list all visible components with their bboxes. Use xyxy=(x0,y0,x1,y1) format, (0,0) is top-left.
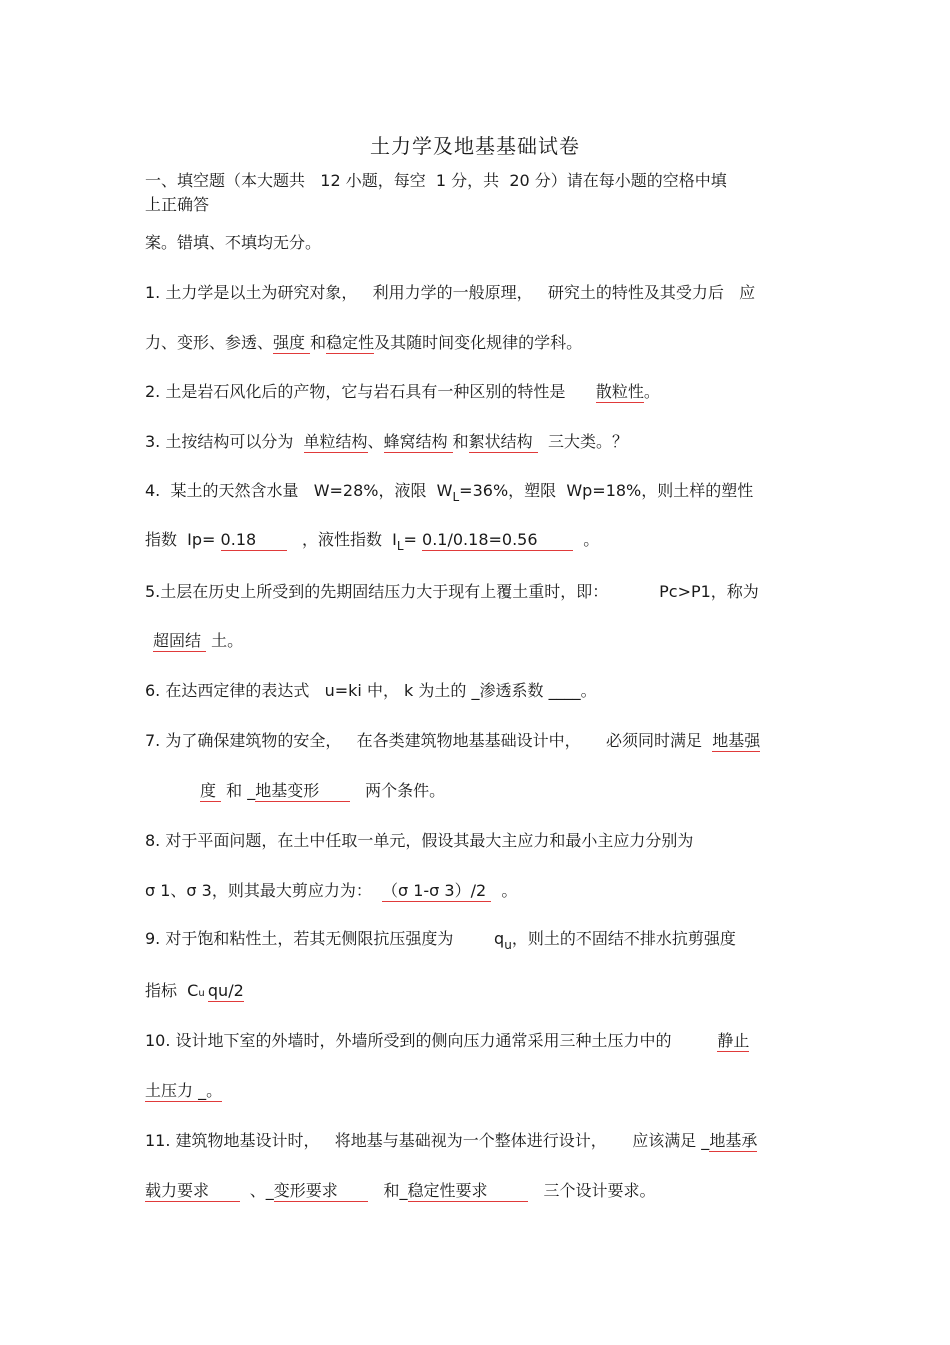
q10-answer-1: 静止 xyxy=(717,1031,750,1050)
q10-answer-2: 土压力 _。 xyxy=(145,1081,223,1100)
q5-line-1: 5.土层在历史上所受到的先期固结压力大于现有上覆土重时，即： Pc>P1，称为 xyxy=(145,582,759,601)
q5-line-2: 超固结 土。 xyxy=(153,631,244,650)
q4-line-2: 指数 Ip= 0.18 ，液性指数 $I_L= 0.1/0.18=0.56$ 。 xyxy=(145,530,600,553)
q3-answer-1: 单粒结构 xyxy=(303,432,368,451)
section-intro-line-2: 上正确答 xyxy=(145,195,210,214)
exam-title: 土力学及地基基础试卷 xyxy=(370,134,580,158)
q7-answer-2: 地基变形 xyxy=(255,781,350,800)
q1-line-2: 力、变形、参透、强度 和稳定性及其随时间变化规律的学科。 xyxy=(145,333,583,352)
q2-answer: 散粒性 xyxy=(595,382,644,401)
q8-line-2: σ 1、σ 3，则其最大剪应力为： （σ 1-σ 3）/2 。 xyxy=(145,881,518,900)
q4-line-1: 4. 某土的天然含水量 W=28%，液限 $W_L=36\%$，塑限 Wp=18%，则土样的塑性 xyxy=(145,481,754,504)
q4-answer-2: 0.1/0.18=0.56 xyxy=(422,530,574,549)
q11-answer-3: 稳定性要求 xyxy=(407,1181,529,1200)
q3-answer-3: 絮状结构 xyxy=(468,432,538,451)
q1-line-1: 1. 土力学是以土为研究对象， 利用力学的一般原理， 研究土的特性及其受力后 应 xyxy=(145,283,756,302)
section-intro-line-1: 一、填空题（本大题共 12 小题，每空 1 分，共 20 分）请在每小题的空格中填 xyxy=(145,171,727,190)
q11-line-1: 11. 建筑物地基设计时， 将地基与基础视为一个整体进行设计， 应该满足 _地基承 xyxy=(145,1131,758,1150)
q10-line-1: 10. 设计地下室的外墙时，外墙所受到的侧向压力通常采用三种土压力中的 静止 xyxy=(145,1031,750,1050)
q5-answer: 超固结 xyxy=(153,631,207,650)
q6-line: 6. 在达西定律的表达式 u=ki 中， k 为土的 _渗透系数 ____。 xyxy=(145,681,597,700)
section-intro-line-3: 案。错填、不填均无分。 xyxy=(145,233,322,252)
q7-answer-1b: 度 xyxy=(200,781,222,800)
q6-answer: 渗透系数 xyxy=(479,681,544,700)
q3-answer-2: 蜂窝结构 xyxy=(383,432,453,451)
q7-line-1: 7. 为了确保建筑物的安全， 在各类建筑物地基基础设计中， 必须同时满足 地基强 xyxy=(145,731,761,750)
q9-answer: qu/2 xyxy=(207,981,244,1000)
q7-line-2: 度 和 _地基变形 两个条件。 xyxy=(200,781,446,800)
q11-answer-1a: 地基承 xyxy=(709,1131,758,1150)
q9-line-2: 指标 Cu qu/2 xyxy=(145,981,244,1000)
q8-answer: （σ 1-σ 3）/2 xyxy=(382,881,492,900)
q8-line-1: 8. 对于平面问题，在土中任取一单元，假设其最大主应力和最小主应力分别为 xyxy=(145,831,694,850)
q11-line-2: 载力要求 、_变形要求 和_稳定性要求 三个设计要求。 xyxy=(145,1181,656,1200)
q2-line: 2. 土是岩石风化后的产物，它与岩石具有一种区别的特性是 散粒性。 xyxy=(145,382,660,401)
q11-answer-2: 变形要求 xyxy=(273,1181,369,1200)
q7-answer-1a: 地基强 xyxy=(712,731,761,750)
q9-line-1: 9. 对于饱和粘性土，若其无侧限抗压强度为 $q_u$，则土的不固结不排水抗剪强度 xyxy=(145,929,736,952)
q11-answer-1b: 载力要求 xyxy=(145,1181,240,1200)
q3-line: 3. 土按结构可以分为 单粒结构、蜂窝结构 和絮状结构 三大类。？ xyxy=(145,432,628,451)
q1-answer-1: 强度 xyxy=(273,333,311,352)
q10-line-2 xyxy=(145,1080,222,1102)
q1-answer-2: 稳定性 xyxy=(326,333,375,352)
q4-answer-1: 0.18 xyxy=(220,530,287,549)
